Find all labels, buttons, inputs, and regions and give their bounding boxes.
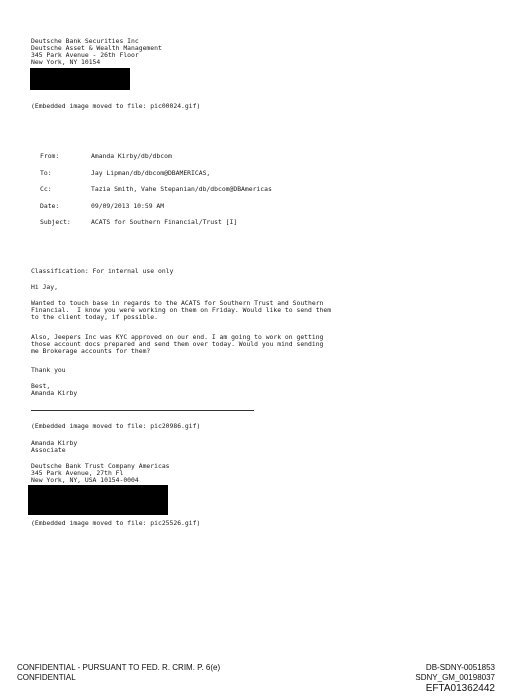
sender-line-1: Deutsche Bank Securities Inc [31, 37, 139, 45]
to-label: To: [40, 169, 52, 177]
redaction-block-1 [30, 68, 130, 90]
date-label: Date: [40, 202, 60, 210]
signature-company: Deutsche Bank Trust Company Americas [31, 462, 170, 470]
cc-value: Tazia Smith, Vahe Stepanian/db/dbcom@DBAmericas [91, 185, 272, 193]
bates-number-2: SDNY_GM_00198037 [415, 673, 495, 682]
signature-title: Associate [31, 446, 66, 454]
closing: Best, Amanda Kirby [31, 382, 78, 398]
signature-address-1: 345 Park Avenue, 27th Fl [31, 469, 124, 477]
thanks: Thank you [31, 366, 66, 374]
sender-line-2: Deutsche Asset & Wealth Management [31, 44, 162, 52]
efta-number: EFTA01362442 [425, 683, 495, 694]
footer-confidential-2: CONFIDENTIAL [17, 673, 76, 682]
cc-label: Cc: [40, 185, 52, 193]
footer-confidential-1: CONFIDENTIAL - PURSUANT TO FED. R. CRIM. P. 6(e) [17, 663, 221, 672]
date-value: 09/09/2013 10:59 AM [91, 202, 165, 210]
greeting: Hi Jay, [31, 283, 58, 291]
redaction-block-2 [28, 485, 168, 515]
classification: Classification: For internal use only [31, 267, 174, 275]
from-value: Amanda Kirby/db/dbcom [91, 152, 172, 160]
paragraph-2: Also, Jeepers Inc was KYC approved on our end. I am going to work on getting those account docs prepared and send them over today. Would you mind sending me Brokerage accounts for them? [31, 333, 324, 356]
subject-value: ACATS for Southern Financial/Trust [I] [91, 218, 238, 226]
sender-line-3: 345 Park Avenue - 26th Floor [31, 51, 139, 59]
sender-line-4: New York, NY 10154 [31, 58, 101, 66]
from-label: From: [40, 152, 60, 160]
signature-address-2: New York, NY, USA 10154-0004 [31, 476, 139, 484]
signature-name: Amanda Kirby [31, 439, 78, 447]
to-value: Jay Lipman/db/dbcom@DBAMERICAS, [91, 169, 211, 177]
embedded-image-note-1: (Embedded image moved to file: pic00024.gif) [31, 102, 201, 110]
embedded-image-note-2: (Embedded image moved to file: pic20986.gif) [31, 422, 201, 430]
bates-number-1: DB-SDNY-0051853 [425, 663, 495, 672]
signature-divider [31, 410, 254, 411]
paragraph-1: Wanted to touch base in regards to the ACATS for Southern Trust and Southern Financial. I know you were working on them on Friday. Would like to send them to the client today, if possible. [31, 299, 332, 322]
subject-label: Subject: [40, 218, 71, 226]
embedded-image-note-3: (Embedded image moved to file: pic25526.gif) [31, 519, 201, 527]
